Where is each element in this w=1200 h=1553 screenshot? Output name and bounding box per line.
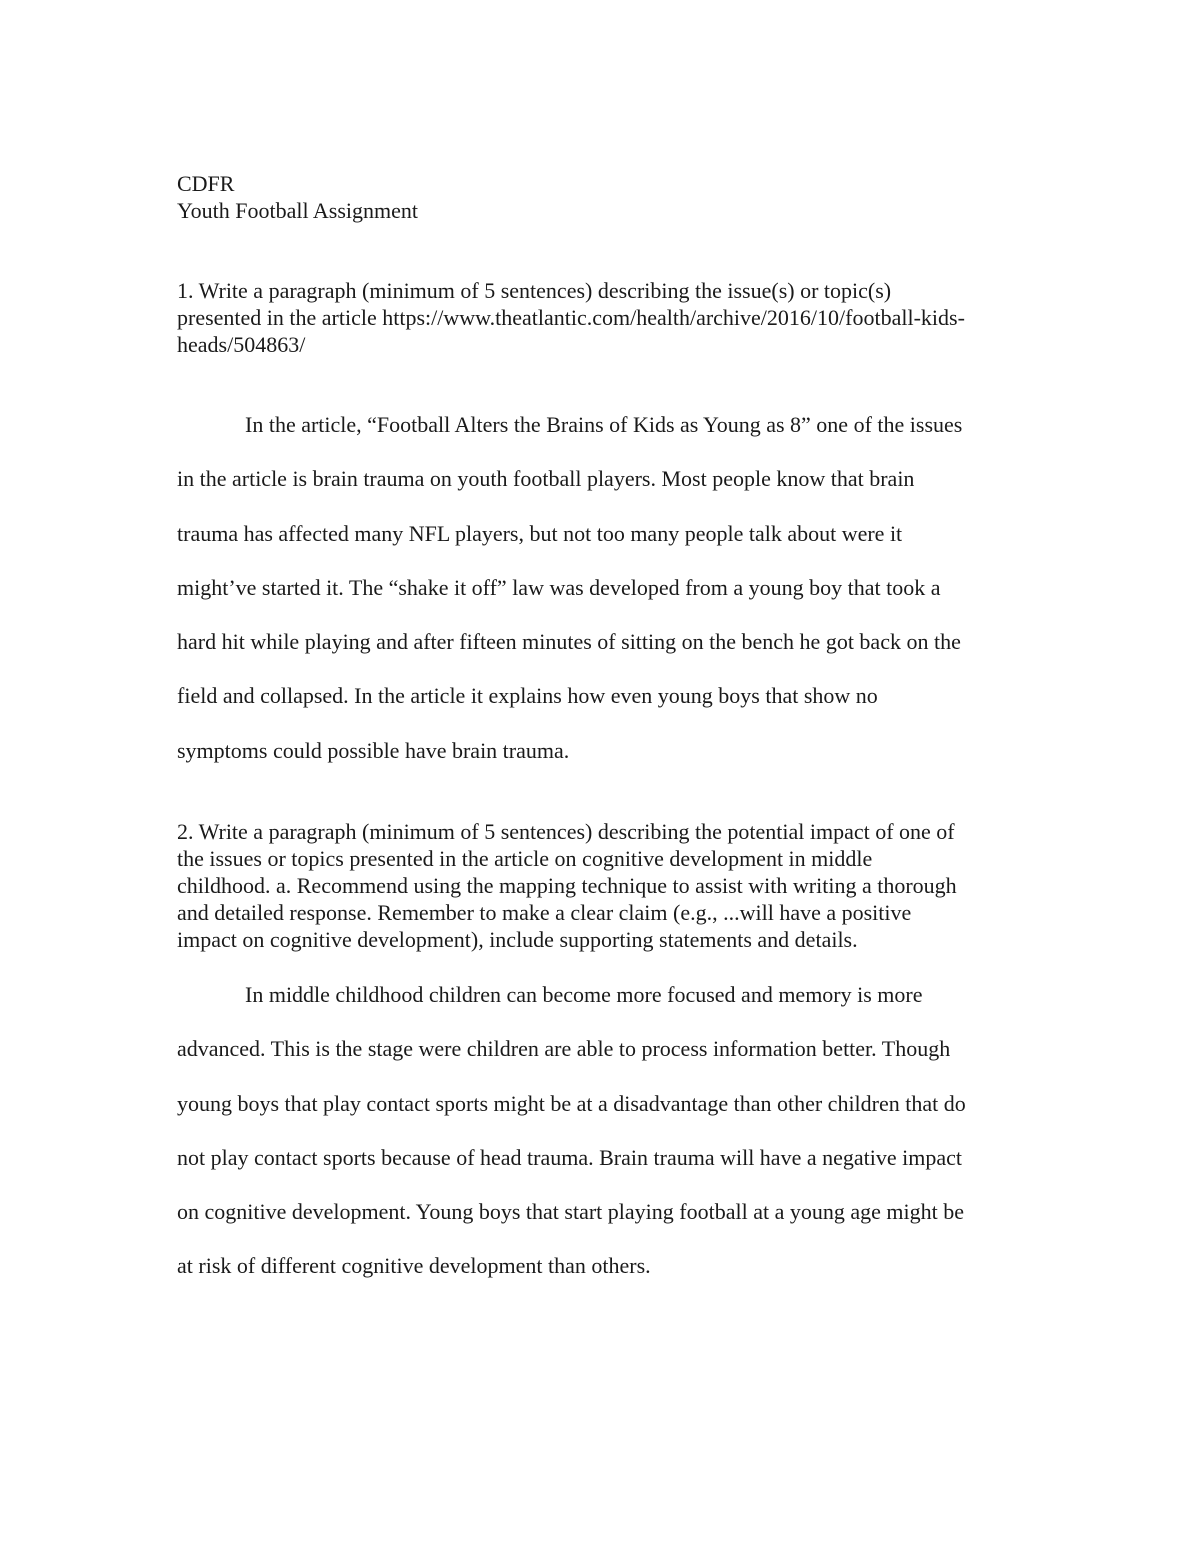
answer-line: young boys that play contact sports might be at a disadvantage than other children that do bbox=[177, 1090, 966, 1116]
course-code: CDFR bbox=[177, 171, 235, 196]
answer-line: field and collapsed. In the article it explains how even young boys that show no bbox=[177, 683, 878, 709]
prompt-line: and detailed response. Remember to make a clear claim (e.g., ...will have a positive bbox=[177, 900, 912, 925]
answer-line: trauma has affected many NFL players, but not too many people talk about were it bbox=[177, 520, 903, 546]
prompt-line: 2. Write a paragraph (minimum of 5 sentences) describing the potential impact of one of bbox=[177, 819, 955, 844]
question-2-prompt bbox=[177, 818, 1037, 953]
assignment-title: Youth Football Assignment bbox=[177, 198, 419, 223]
answer-line: In the article, “Football Alters the Brains of Kids as Young as 8” one of the issues bbox=[245, 412, 963, 437]
prompt-line: childhood. a. Recommend using the mapping technique to assist with writing a thorough bbox=[177, 873, 957, 898]
question-2-answer bbox=[177, 968, 1037, 1294]
question-1-answer bbox=[177, 398, 1037, 778]
answer-line: at risk of different cognitive development than others. bbox=[177, 1253, 651, 1279]
prompt-line: presented in the article https://www.theatlantic.com/health/archive/2016/10/football-kids- bbox=[177, 305, 965, 330]
answer-line: not play contact sports because of head trauma. Brain trauma will have a negative impact bbox=[177, 1144, 962, 1170]
answer-line: might’ve started it. The “shake it off” law was developed from a young boy that took a bbox=[177, 574, 941, 600]
document-header bbox=[177, 170, 418, 224]
question-1-prompt bbox=[177, 277, 1037, 358]
answer-line: In middle childhood children can become more focused and memory is more bbox=[245, 982, 923, 1007]
answer-line: on cognitive development. Young boys that start playing football at a young age might be bbox=[177, 1199, 964, 1225]
answer-line: hard hit while playing and after fifteen minutes of sitting on the bench he got back on the bbox=[177, 629, 961, 655]
answer-line: in the article is brain trauma on youth football players. Most people know that brain bbox=[177, 466, 915, 492]
answer-line: symptoms could possible have brain trauma. bbox=[177, 737, 570, 763]
prompt-line: impact on cognitive development), include supporting statements and details. bbox=[177, 927, 858, 952]
prompt-line: 1. Write a paragraph (minimum of 5 sentences) describing the issue(s) or topic(s) bbox=[177, 278, 892, 303]
prompt-line: the issues or topics presented in the article on cognitive development in middle bbox=[177, 846, 873, 871]
prompt-line: heads/504863/ bbox=[177, 332, 306, 357]
answer-line: advanced. This is the stage were children are able to process information better. Though bbox=[177, 1036, 951, 1062]
